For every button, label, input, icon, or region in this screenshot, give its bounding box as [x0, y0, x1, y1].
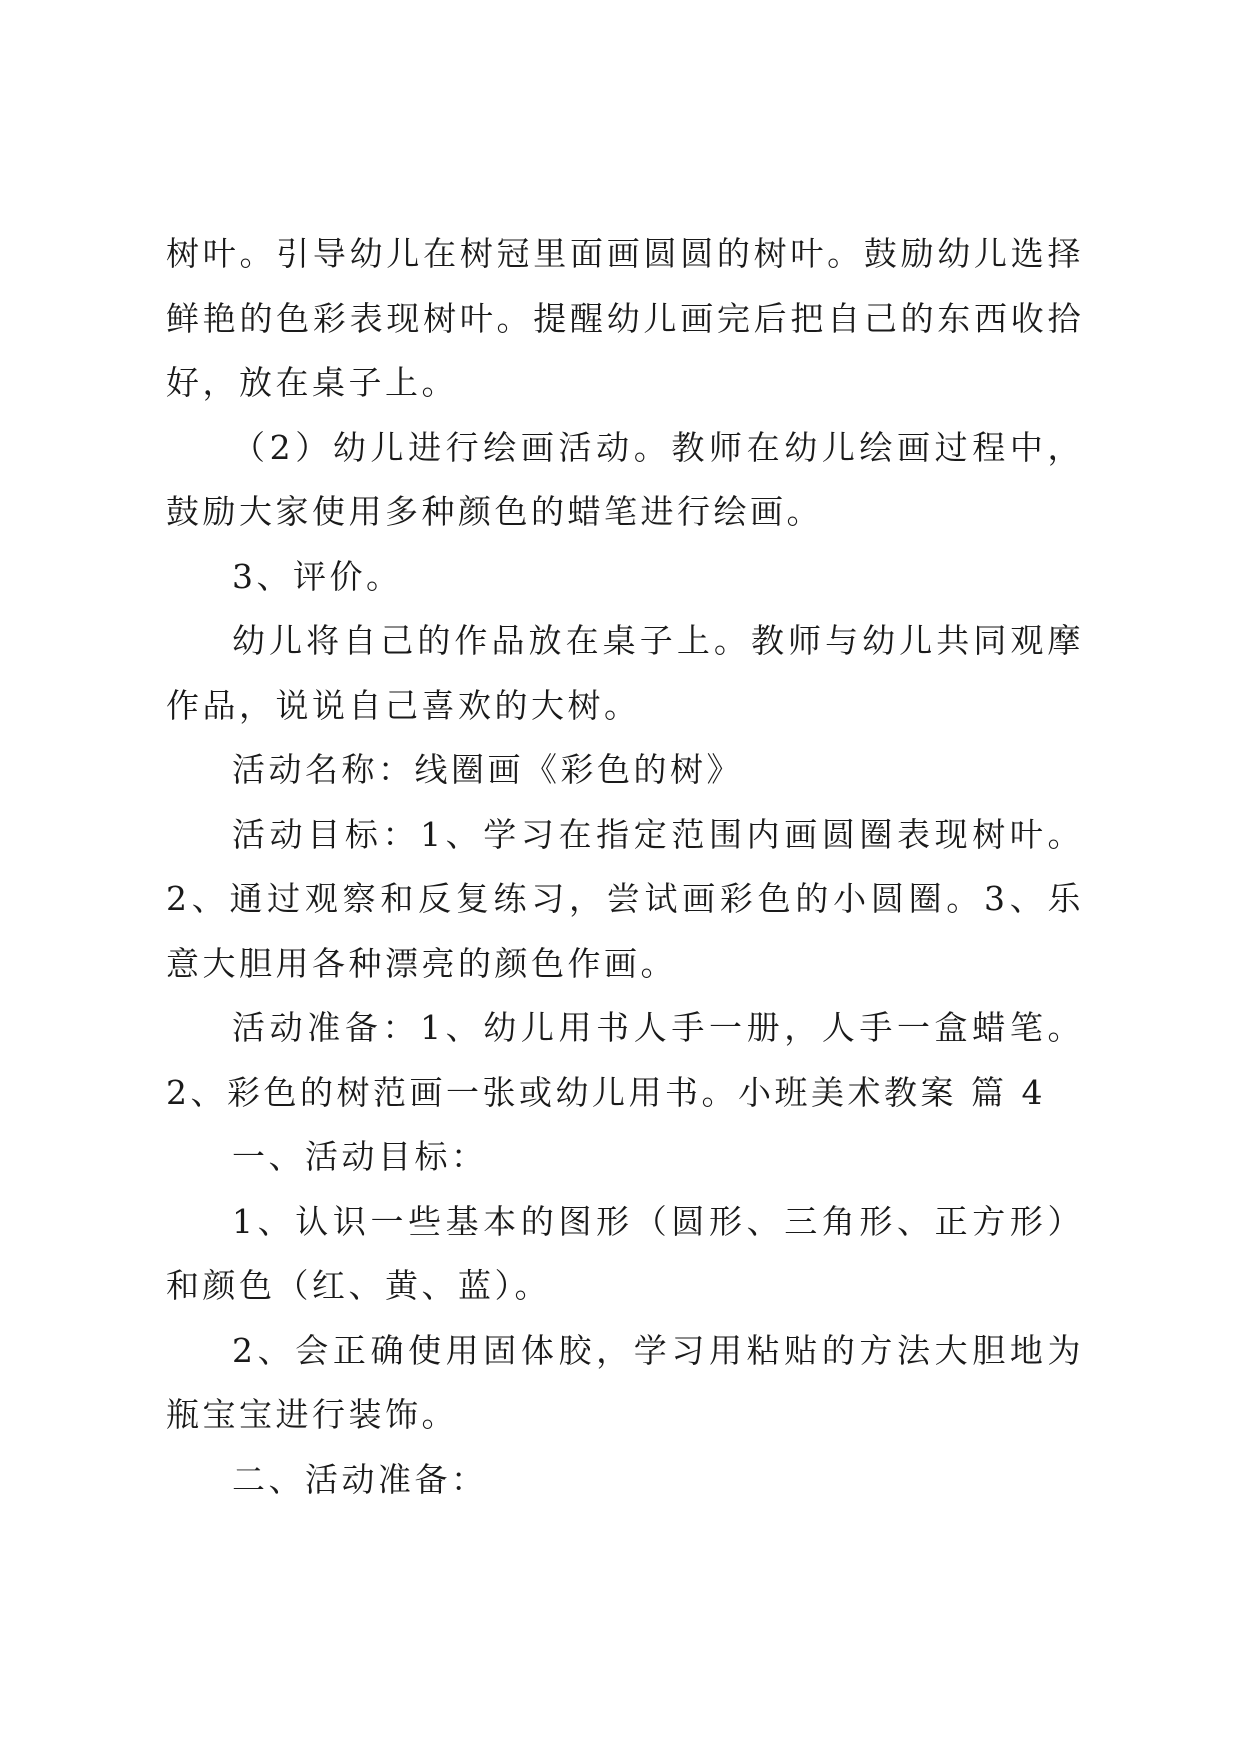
paragraph: 活动名称：线圈画《彩色的树》 [232, 750, 743, 789]
paragraph: （2）幼儿进行绘画活动。教师在幼儿绘画过程中，鼓励大家使用多种颜色的蜡笔进行绘画。 [166, 427, 1084, 531]
paragraph: 活动准备：1、幼儿用书人手一册，人手一盒蜡笔。2、彩色的树范画一张或幼儿用书。小班美术教案 篇 4 [166, 1008, 1084, 1112]
section-heading: 二、活动准备： [232, 1459, 488, 1499]
paragraph: 幼儿将自己的作品放在桌子上。教师与幼儿共同观摩作品，说说自己喜欢的大树。 [166, 621, 1084, 725]
paragraph: 活动目标：1、学习在指定范围内画圆圈表现树叶。2、通过观察和反复练习，尝试画彩色的小圆圈。3、乐意大胆用各种漂亮的颜色作画。 [166, 814, 1084, 983]
section-heading: 一、活动目标： [232, 1137, 488, 1176]
paragraph: 树叶。引导幼儿在树冠里面画圆圆的树叶。鼓励幼儿选择鲜艳的色彩表现树叶。提醒幼儿画完后把自己的东西收拾好，放在桌子上。 [166, 234, 1084, 402]
paragraph: 3、评价。 [232, 556, 403, 596]
paragraph: 1、认识一些基本的图形（圆形、三角形、正方形）和颜色（红、黄、蓝）。 [166, 1201, 1084, 1305]
document-body [166, 222, 1084, 1512]
paragraph: 2、会正确使用固体胶，学习用粘贴的方法大胆地为瓶宝宝进行装饰。 [166, 1330, 1084, 1434]
